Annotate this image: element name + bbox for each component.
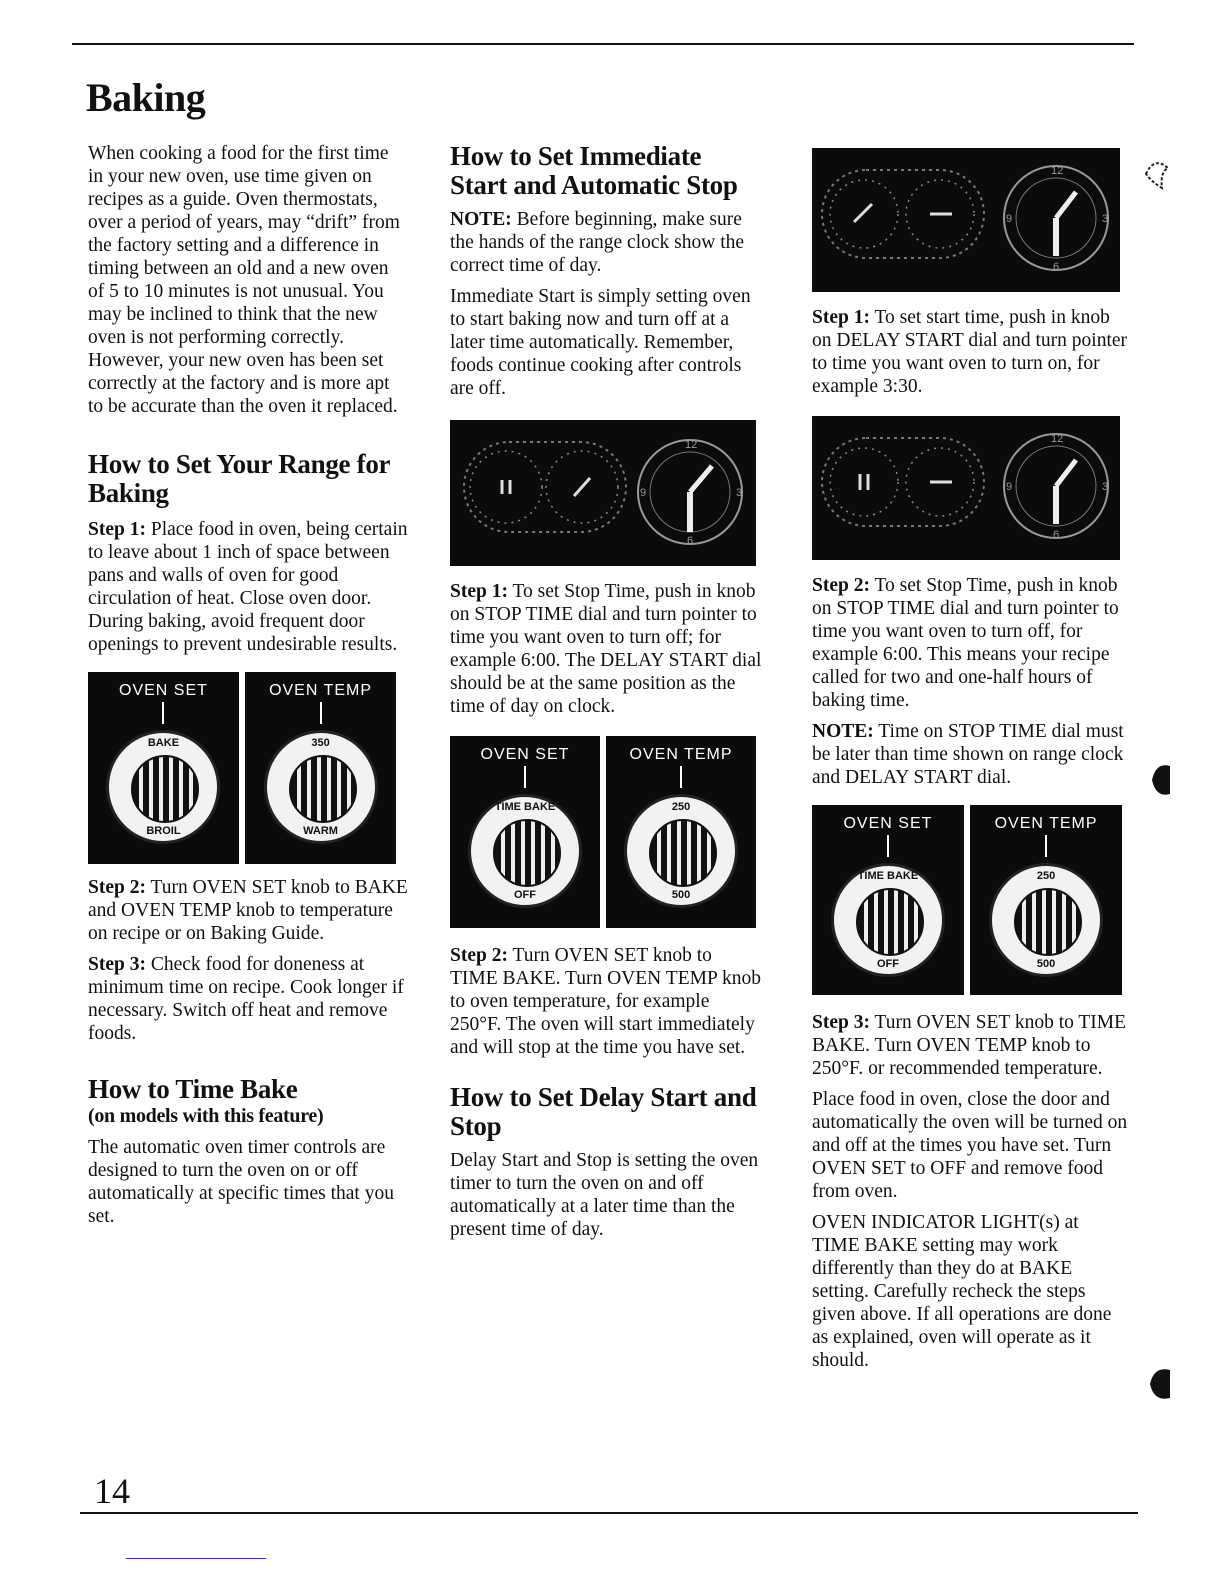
heading-set-range: How to Set Your Range for Baking [88,449,390,508]
oven-knobs-image [88,672,396,864]
step-label: Step 1: [450,581,508,602]
scan-artifact-line [126,1558,266,1559]
oven-set-label: OVEN SET [119,682,208,699]
oven-set-panel [450,736,600,928]
heading-delay-start: How to Set Delay Start and Stop [450,1082,757,1141]
oven-temp-knob-icon [989,863,1103,977]
range-clock-icon [450,420,756,566]
knob-setting-top: TIME BAKE [494,801,556,813]
intro-paragraph: When cooking a food for the first time in your new oven, use time given on recipes as a guide. Oven thermostats, over a period of years, may “drift” from the factory setting and a difference in timing between an old and a new oven of 5 to 10 minutes is not unusual. You may be inclined to think that the new oven is not performing correctly. However, your new oven has been set correctly at the factory and is more apt to be accurate than the oven it replaced. [88,143,400,417]
range-clock-image [450,420,756,566]
heading-text: How to Time Bake [88,1074,298,1104]
clock-numeral: 9 [640,487,647,499]
clock-numeral: 3 [1102,481,1109,493]
step-text: To set start time, push in knob on DELAY START dial and turn pointer to time you want oven to turn on, for example 3:30. [812,307,1128,397]
oven-temp-panel [606,736,756,928]
knob-setting-bottom: OFF [876,958,899,970]
immediate-paragraph: Immediate Start is simply setting oven to start baking now and turn off at a later time automatically. Remember, foods continue cooking after controls are off. [450,286,751,399]
oven-temp-knob-icon [264,730,378,844]
clock-numeral: 12 [1051,433,1064,445]
step-text: Turn OVEN SET knob to TIME BAKE. Turn OVEN TEMP knob to 250°F. or recommended temperature. [812,1012,1127,1079]
step1-paragraph [812,306,1128,398]
note-label: NOTE: [450,209,512,230]
step-text: Turn OVEN SET knob to TIME BAKE. Turn OVEN TEMP knob to oven temperature, for example 250°F. The oven will start immediately and will stop at the time you have set. [450,945,761,1058]
clock-numeral: 9 [1006,213,1013,225]
step3-paragraph [812,1011,1128,1080]
knob-setting-top: 350 [311,737,330,749]
clock-numeral: 3 [736,487,743,499]
knob-setting-top: TIME BAKE [857,870,919,882]
step-label: Step 2: [88,877,146,898]
step2-paragraph [812,574,1128,712]
pointer-mark [524,766,526,788]
step-label: Step 1: [812,307,870,328]
range-clock-icon [812,148,1120,292]
clock-numeral: 6 [687,535,694,547]
column-1 [88,142,408,1236]
note-label: NOTE: [812,721,874,742]
heading-time-bake [88,1075,408,1128]
top-rule [72,43,1134,45]
knob-setting-bottom: 500 [1036,958,1056,970]
pointer-mark [1045,835,1047,857]
indicator-light-paragraph: OVEN INDICATOR LIGHT(s) at TIME BAKE setting may work differently than they do at BAKE setting. Carefully recheck the steps given above. If all operations are done as explained, oven will operate as it should. [812,1212,1112,1371]
clock-numeral: 6 [1053,529,1060,541]
knob-setting-top: 250 [671,801,691,813]
range-clock-image [812,148,1120,292]
step-text: To set Stop Time, push in knob on STOP TIME dial and turn pointer to time you want oven to turn off, for example 6:00. This means your recipe called for two and one-half hours of baking time. [812,575,1119,711]
binding-hole-icon [1148,760,1174,800]
step-text: Turn OVEN SET knob to BAKE and OVEN TEMP knob to temperature on recipe or on Baking Guide. [88,877,408,944]
step-text: Place food in oven, being certain to leave about 1 inch of space between pans and walls of oven for good circulation of heat. Close oven door. During baking, avoid frequent door openings to prevent undesirable results. [88,519,408,655]
column-2 [450,142,762,1249]
heading-immediate-start: How to Set Immediate Start and Automatic Stop [450,141,738,200]
oven-set-label: OVEN SET [843,815,933,832]
step2-paragraph [88,876,408,945]
clock-numeral: 12 [685,439,698,451]
clock-numeral: 9 [1006,481,1013,493]
step-label: Step 1: [88,519,146,540]
oven-set-panel [812,805,964,995]
step-text: Check food for doneness at minimum time on recipe. Cook longer if necessary. Switch off heat and remove foods. [88,954,404,1044]
pointer-mark [162,702,164,724]
step-text: To set Stop Time, push in knob on STOP TIME dial and turn pointer to time you want oven to turn off; for example 6:00. The DELAY START dial should be at the same position as the time of day on clock. [450,581,762,717]
binding-hole-icon [1146,1364,1174,1404]
step1-paragraph [450,580,762,718]
knob-setting-top: BAKE [147,737,180,749]
oven-temp-panel [970,805,1122,995]
range-clock-image [812,416,1120,560]
clock-numeral: 3 [1102,213,1109,225]
step2-paragraph [450,944,762,1059]
note-paragraph [812,720,1128,789]
page-number: 14 [94,1471,130,1511]
step3-paragraph [88,953,408,1045]
pointer-mark [680,766,682,788]
note-text: Before beginning, make sure the hands of the range clock show the correct time of day. [450,209,745,276]
oven-temp-label: OVEN TEMP [629,746,733,763]
oven-temp-label: OVEN TEMP [269,682,373,699]
clock-numeral: 12 [1051,165,1064,177]
oven-knobs-image [450,736,756,928]
oven-set-knob-icon [831,863,945,977]
binding-mark-icon [1140,152,1176,192]
range-clock-icon [812,416,1120,560]
delay-paragraph: Delay Start and Stop is setting the oven timer to turn the oven on and off automatically at a later time than the present time of day. [450,1150,759,1240]
note-text: Time on STOP TIME dial must be later than time shown on range clock and DELAY START dial. [812,721,1124,788]
page-title: Baking [86,75,206,120]
heading-subtitle: (on models with this feature) [88,1105,324,1127]
knob-setting-top: 250 [1036,870,1056,882]
step-label: Step 2: [450,945,508,966]
pointer-mark [320,702,322,724]
oven-temp-label: OVEN TEMP [994,815,1098,832]
oven-knobs-image [812,805,1122,995]
clock-numeral: 6 [1053,261,1060,273]
oven-temp-knob-icon [624,794,738,908]
step-label: Step 3: [88,954,146,975]
knob-setting-bottom: OFF [513,889,536,901]
step1-paragraph [88,518,408,656]
step-label: Step 3: [812,1012,870,1033]
oven-set-panel [88,672,239,864]
oven-set-knob-icon [106,730,220,844]
knob-setting-bottom: 500 [671,889,691,901]
oven-set-knob-icon [468,794,582,908]
pointer-mark [887,835,889,857]
place-food-paragraph: Place food in oven, close the door and automatically the oven will be turned on and off at the times you have set. Turn OVEN SET to OFF and remove food from oven. [812,1089,1128,1202]
note-paragraph [450,208,762,277]
oven-temp-panel [245,672,396,864]
time-bake-paragraph: The automatic oven timer controls are designed to turn the oven on or off automatically at specific times that you set. [88,1137,394,1227]
knob-setting-bottom: WARM [303,825,338,837]
bottom-rule [80,1512,1138,1514]
knob-setting-bottom: BROIL [146,825,181,837]
oven-set-label: OVEN SET [480,746,570,763]
column-3 [812,148,1128,1380]
step-label: Step 2: [812,575,870,596]
